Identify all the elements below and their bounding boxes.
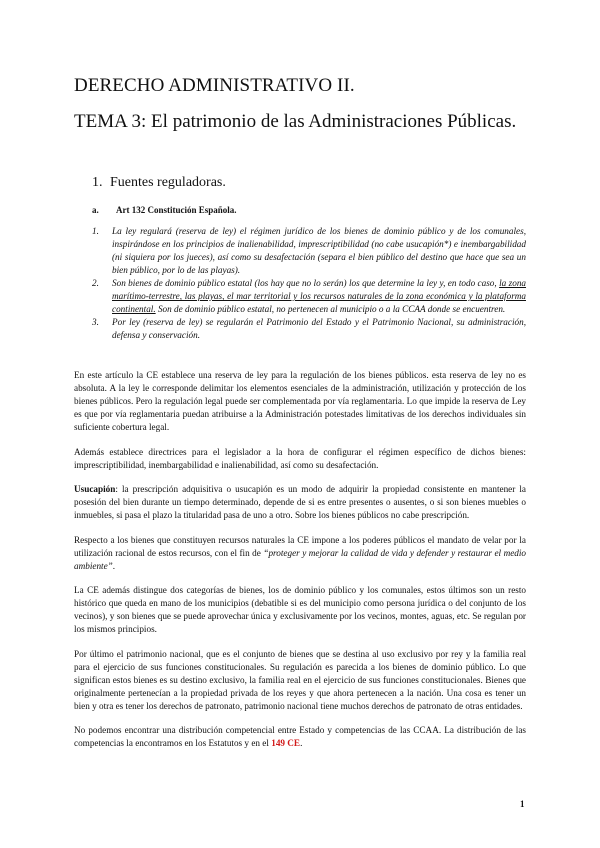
highlighted-reference: 149 CE [271, 738, 301, 748]
paragraph-text: . [112, 560, 116, 571]
list-item-text: La ley regulará (reserva de ley) el régimen jurídico de los bienes de dominio público y de los comunales, inspirándose en los principios de inalienabilidad, imprescriptibilidad (no cabe usucapión*) e inembargabilidad (ni siquiera por los jueces), así como su desafectación (separa el bien público del destino que hace que sea un bien público, por lo de las playas). [112, 226, 526, 275]
paragraph: En este artículo la CE establece una reserva de ley para la regulación de los bienes públicos. esta reserva de ley no es absoluta. A la ley le corresponde delimitar los elementos esenciales de la administración, utilización y protección de los bienes públicos. Pero la regulación legal puede ser complementada por vía reglamentaria. Lo que impide la reserva de Ley es que por vía reglamentaria puedan atribuirse a la Administración potestades limitativas de los derechos individuales sin suficiente cobertura legal. [74, 370, 526, 432]
paragraph: Por último el patrimonio nacional, que es el conjunto de bienes que se destina al uso exclusivo por rey y la familia real para el ejercicio de sus funciones constitucionales. Su regulación es parecida a los bienes de dominio público. Lo que significan estos bienes es su destino exclusivo, la familia real en el ejercicio de sus funciones constitucionales. Bienes que originalmente pertenecían a la propiedad privada de los reyes y que ahora pertenecen a la nación. Una cosa es tener un bien y otra es tener los derechos de patronato, patrimonio nacional tiene muchos derechos de patronato de otras entidades. [74, 648, 526, 711]
paragraph: La CE además distingue dos categorías de bienes, los de dominio público y los comunales, estos últimos son un resto histórico que queda en mano de los municipios (debatible si es del municipio como persona jurídica o del conjunto de los vecinos), y son bienes que se puede aprovechar única y exclusivamente por los vecinos, montes, aguas, etc. Se regulan por los mismos principios. [74, 585, 526, 634]
paragraph [74, 724, 526, 750]
list-item-number: 1. [92, 226, 99, 236]
list-item [92, 225, 526, 277]
list-item [92, 277, 526, 316]
paragraph-text: Respecto a los bienes que constituyen recursos naturales la CE impone a los poderes públicos el mandato de velar por la utilización racional de estos recursos, con el fin de [74, 534, 526, 558]
list-item-number: 2. [92, 278, 99, 288]
subsection-label: Art 132 Constitución Española. [116, 205, 237, 215]
section-heading [92, 174, 226, 192]
paragraph [74, 483, 526, 522]
document-title: DERECHO ADMINISTRATIVO II. [74, 75, 355, 96]
body-text [74, 369, 526, 762]
paragraph [74, 534, 526, 573]
paragraph-text: No podemos encontrar una distribución competencial entre Estado y competencias de las CCAA. La distribución de las competencias la encontramos en los Estatutos y en el [74, 725, 526, 748]
quoted-text: “proteger y mejorar la calidad de vida y defender y restaurar el medio ambiente” [74, 547, 527, 571]
subsection-heading [92, 204, 237, 216]
underlined-text: la zona marítimo-terrestre, las playas, el mar territorial y los recursos naturales de la zona económica y la plataforma continental. [112, 278, 527, 314]
section-label: Fuentes reguladoras. [110, 175, 226, 190]
topic-title: TEMA 3: El patrimonio de las Administraciones Públicas. [74, 111, 517, 132]
list-item-text: Por ley (reserva de ley) se regularán el Patrimonio del Estado y el Patrimonio Nacional, su administración, defensa y conservación. [112, 317, 526, 340]
page-number: 1 [520, 799, 525, 809]
list-item-text: Son de dominio público estatal, no pertenecen al municipio o a la CCAA donde se encuentren. [157, 304, 506, 314]
article-list [92, 225, 526, 342]
section-number: 1. [92, 175, 103, 190]
subsection-number: a. [92, 205, 99, 215]
bold-term: Usucapión [74, 484, 116, 494]
list-item [92, 316, 526, 342]
paragraph-text: : la prescripción adquisitiva o usucapión es un modo de adquirir la propiedad consistente en mantener la posesión del bien durante un tiempo determinado, depende de si es entre presentes o ausentes, o si son bienes muebles o inmuebles, si pasa el plazo la titularidad pasa de uno a otro. Sobre los bienes públicos no cabe prescripción. [74, 484, 526, 520]
list-item-text: Son bienes de dominio público estatal (los hay que no lo serán) los que determine la ley y, en todo caso, [112, 278, 497, 288]
paragraph-text: . [300, 738, 303, 748]
paragraph: Además establece directrices para el legislador a la hora de configurar el régimen específico de dichos bienes: imprescriptibilidad, inembargabilidad e inalienabilidad, así como su desafectación. [74, 446, 526, 470]
list-item-number: 3. [92, 317, 99, 327]
